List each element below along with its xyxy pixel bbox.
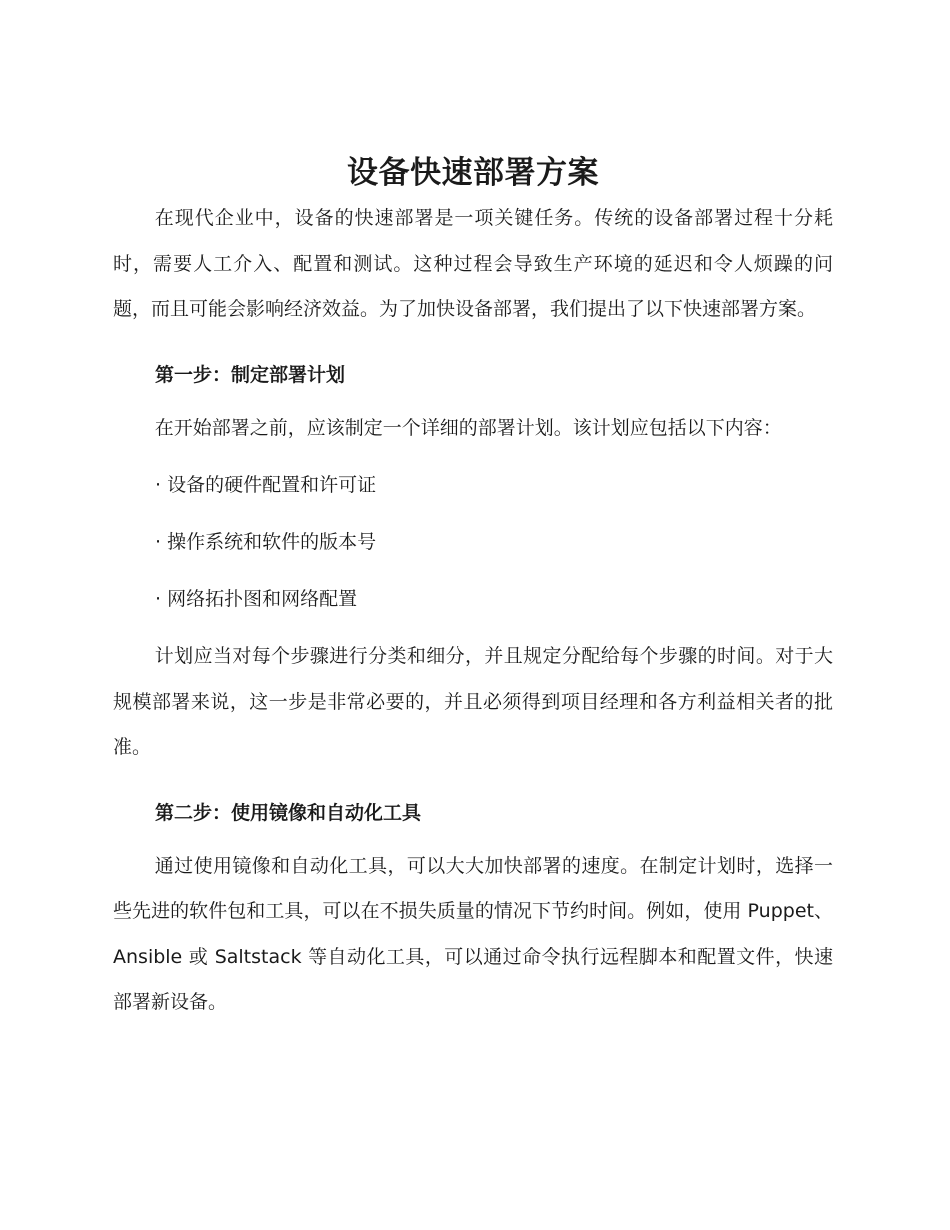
step1-heading: 第一步：制定部署计划	[155, 363, 346, 386]
step1-lead-paragraph: 在开始部署之前，应该制定一个详细的部署计划。该计划应包括以下内容：	[154, 416, 782, 439]
document-title: 设备快速部署方案	[347, 155, 599, 191]
list-item: · 网络拓扑图和网络配置	[155, 588, 358, 610]
step2-body-paragraph: 通过使用镜像和自动化工具，可以大大加快部署的速度。在制定计划时，选择一些先进的软件包和工具，可以在不损失质量的情况下节约时间。例如，使用 Puppet、Ansible 或 Saltstack 等自动化工具，可以通过命令执行远程脚本和配置文件，快速部署新设备。	[113, 854, 833, 1013]
intro-paragraph: 在现代企业中，设备的快速部署是一项关键任务。传统的设备部署过程十分耗时，需要人工介入、配置和测试。这种过程会导致生产环境的延迟和令人烦躁的问题，而且可能会影响经济效益。为了加快设备部署，我们提出了以下快速部署方案。	[113, 207, 833, 320]
list-item: · 操作系统和软件的版本号	[155, 531, 377, 553]
list-item: · 设备的硬件配置和许可证	[155, 474, 377, 496]
document-page	[113, 150, 833, 1026]
step1-closing-paragraph: 计划应当对每个步骤进行分类和细分，并且规定分配给每个步骤的时间。对于大规模部署来说，这一步是非常必要的，并且必须得到项目经理和各方利益相关者的批准。	[113, 645, 833, 758]
step2-heading: 第二步：使用镜像和自动化工具	[155, 801, 422, 824]
